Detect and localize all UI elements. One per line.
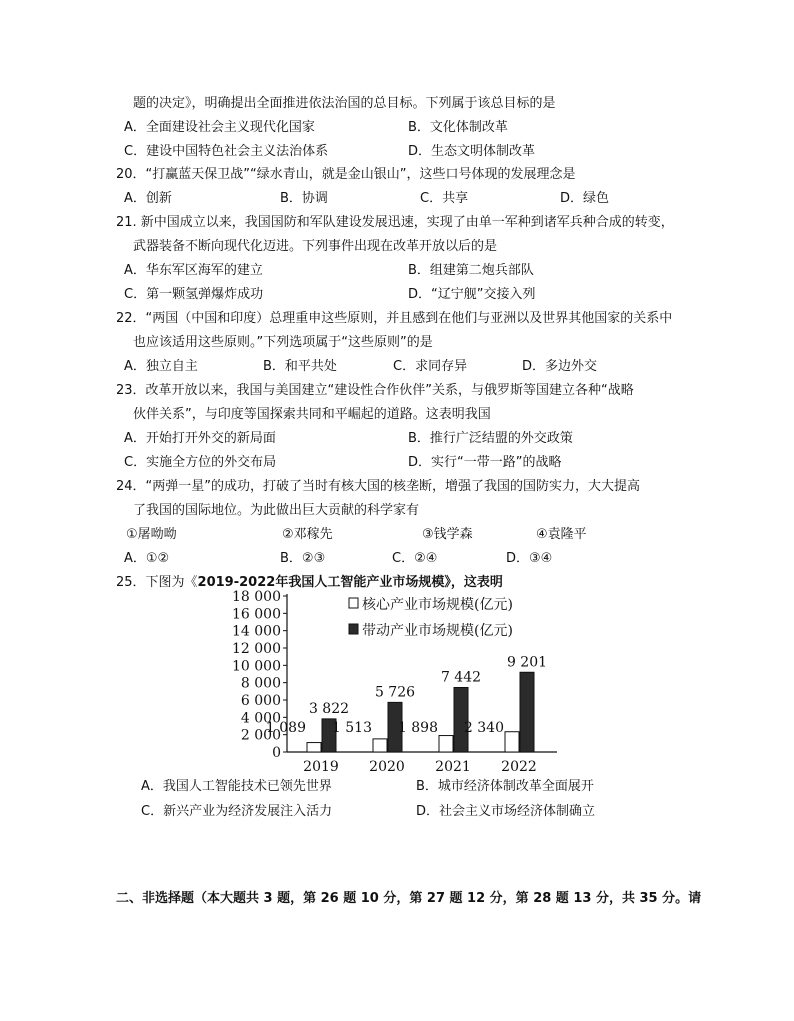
q24-option-c: C．②④ [392,551,438,566]
q22-option-d: D．多边外交 [522,359,598,374]
q22-option-b: B．和平共处 [263,359,337,374]
q21-option-a: A．华东军区海军的建立 [124,263,263,278]
y-tick-label: 12 000 [232,641,281,657]
x-axis [287,752,557,775]
q20-option-d: D．绿色 [560,191,610,206]
legend-swatch [349,598,358,608]
q21-option-d: D．“辽宁舰”交接入列 [408,287,536,302]
bars [266,654,547,752]
x-tick-label: 2020 [369,759,405,775]
q24-stem: 24．“两弹一星”的成功，打破了当时有核大国的核垄断，增强了我国的国防实力，大大提高 [116,479,641,494]
q19-option-a: A．全面建设社会主义现代化国家 [124,120,315,135]
q20-option-b: B．协调 [280,191,328,206]
bar-core [373,739,387,752]
q24-option-d: D．③④ [506,551,553,566]
data-label: 1 898 [397,720,438,736]
data-label: 9 201 [506,654,548,671]
q24-stem-continued: 了我国的国际地位。为此做出巨大贡献的科学家有 [133,503,420,518]
y-tick-label: 0 [272,745,281,761]
q24-item-3: ③钱学森 [422,527,473,542]
q21-stem-continued: 武器装备不断向现代化迈进。下列事件出现在改革开放以后的是 [133,239,498,254]
q21-option-b: B．组建第二炮兵部队 [408,263,534,278]
q20-option-c: C．共享 [420,191,469,206]
q24-option-b: B．②③ [280,551,326,566]
ai-market-bar-chart [225,588,565,776]
q22-stem: 22．“两国（中国和印度）总理重申这些原则，并且感到在他们与亚洲以及世界其他国家的关系中 [116,311,673,326]
q20-stem: 20．“打赢蓝天保卫战”“绿水青山，就是金山银山”，这些口号体现的发展理念是 [116,167,576,182]
q23-stem: 23．改革开放以来，我国与美国建立“建设性合作伙伴”关系，与俄罗斯等国建立各种“战略 [116,383,634,398]
q24-option-a: A．①② [124,551,170,566]
q23-option-c: C．实施全方位的外交布局 [124,455,277,470]
bar-driven [520,672,534,752]
y-tick-label: 16 000 [232,606,281,623]
x-tick-label: 2022 [501,759,537,775]
bar-core [439,736,453,752]
data-label: 5 726 [374,684,416,701]
q19-option-b: B．文化体制改革 [408,120,508,135]
q22-stem-continued: 也应该适用这些原则。”下列选项属于“这些原则”的是 [133,335,433,350]
q21-stem: 21. 新中国成立以来，我国国防和军队建设发展迅速，实现了由单一军种到诸军兵种合成的转变， [116,215,674,230]
q24-item-1: ①屠呦呦 [126,527,177,542]
y-tick-label: 10 000 [232,658,281,675]
data-label: 1 513 [331,720,372,736]
q20-option-a: A．创新 [124,191,172,206]
bar-core [505,732,519,752]
legend-label: 核心产业市场规模(亿元) [362,597,513,613]
q22-option-a: A．独立自主 [124,359,198,374]
q24-item-2: ②邓稼先 [282,527,333,542]
y-tick-label: 18 000 [232,589,281,605]
legend [349,596,513,639]
x-tick-label: 2021 [435,759,471,775]
data-label: 7 442 [440,669,482,686]
legend-swatch [349,624,358,634]
y-tick-label: 2 000 [240,727,281,744]
y-tick-label: 6 000 [240,693,281,709]
q25-option-b: B．城市经济体制改革全面展开 [416,779,594,794]
section-2-heading: 二、非选择题（本大题共 3 题，第 26 题 10 分，第 27 题 12 分，第 28 题 13 分，共 35 分。请 [116,891,702,906]
data-label: 3 822 [308,700,350,717]
q23-option-a: A．开始打开外交的新局面 [124,431,276,446]
q19-stem-continued: 题的决定》，明确提出全面推进依法治国的总目标。下列属于该总目标的是 [133,96,556,111]
q23-option-d: D．实行“一带一路”的战略 [408,455,562,470]
bar-core [307,743,321,752]
q24-item-4: ④袁隆平 [536,527,587,542]
q21-option-c: C．第一颗氢弹爆炸成功 [124,287,264,302]
q25-stem-years: 2019-2022 [197,575,276,590]
q23-option-b: B．推行广泛结盟的外交政策 [408,431,573,446]
y-tick-label: 8 000 [240,675,281,692]
q25-option-d: D．社会主义市场经济体制确立 [416,804,596,819]
q25-stem-post: 年我国人工智能产业市场规模》，这表明 [275,575,503,590]
data-label: 1 089 [265,720,306,736]
q25-option-c: C．新兴产业为经济发展注入活力 [141,804,333,819]
q19-option-d: D．生态文明体制改革 [408,144,536,159]
q22-option-c: C．求同存异 [393,359,468,374]
data-label: 2 340 [463,720,504,736]
y-tick-label: 14 000 [232,623,281,640]
y-tick-label: 4 000 [240,710,281,727]
x-tick-label: 2019 [303,759,339,775]
legend-label: 带动产业市场规模(亿元) [362,623,513,639]
q19-option-c: C．建设中国特色社会主义法治体系 [124,144,329,159]
q25-option-a: A．我国人工智能技术已领先世界 [141,779,332,794]
q25-stem-pre: 25．下图为《 [116,575,198,590]
q23-stem-continued: 伙伴关系”，与印度等国探索共同和平崛起的道路。这表明我国 [133,407,491,422]
